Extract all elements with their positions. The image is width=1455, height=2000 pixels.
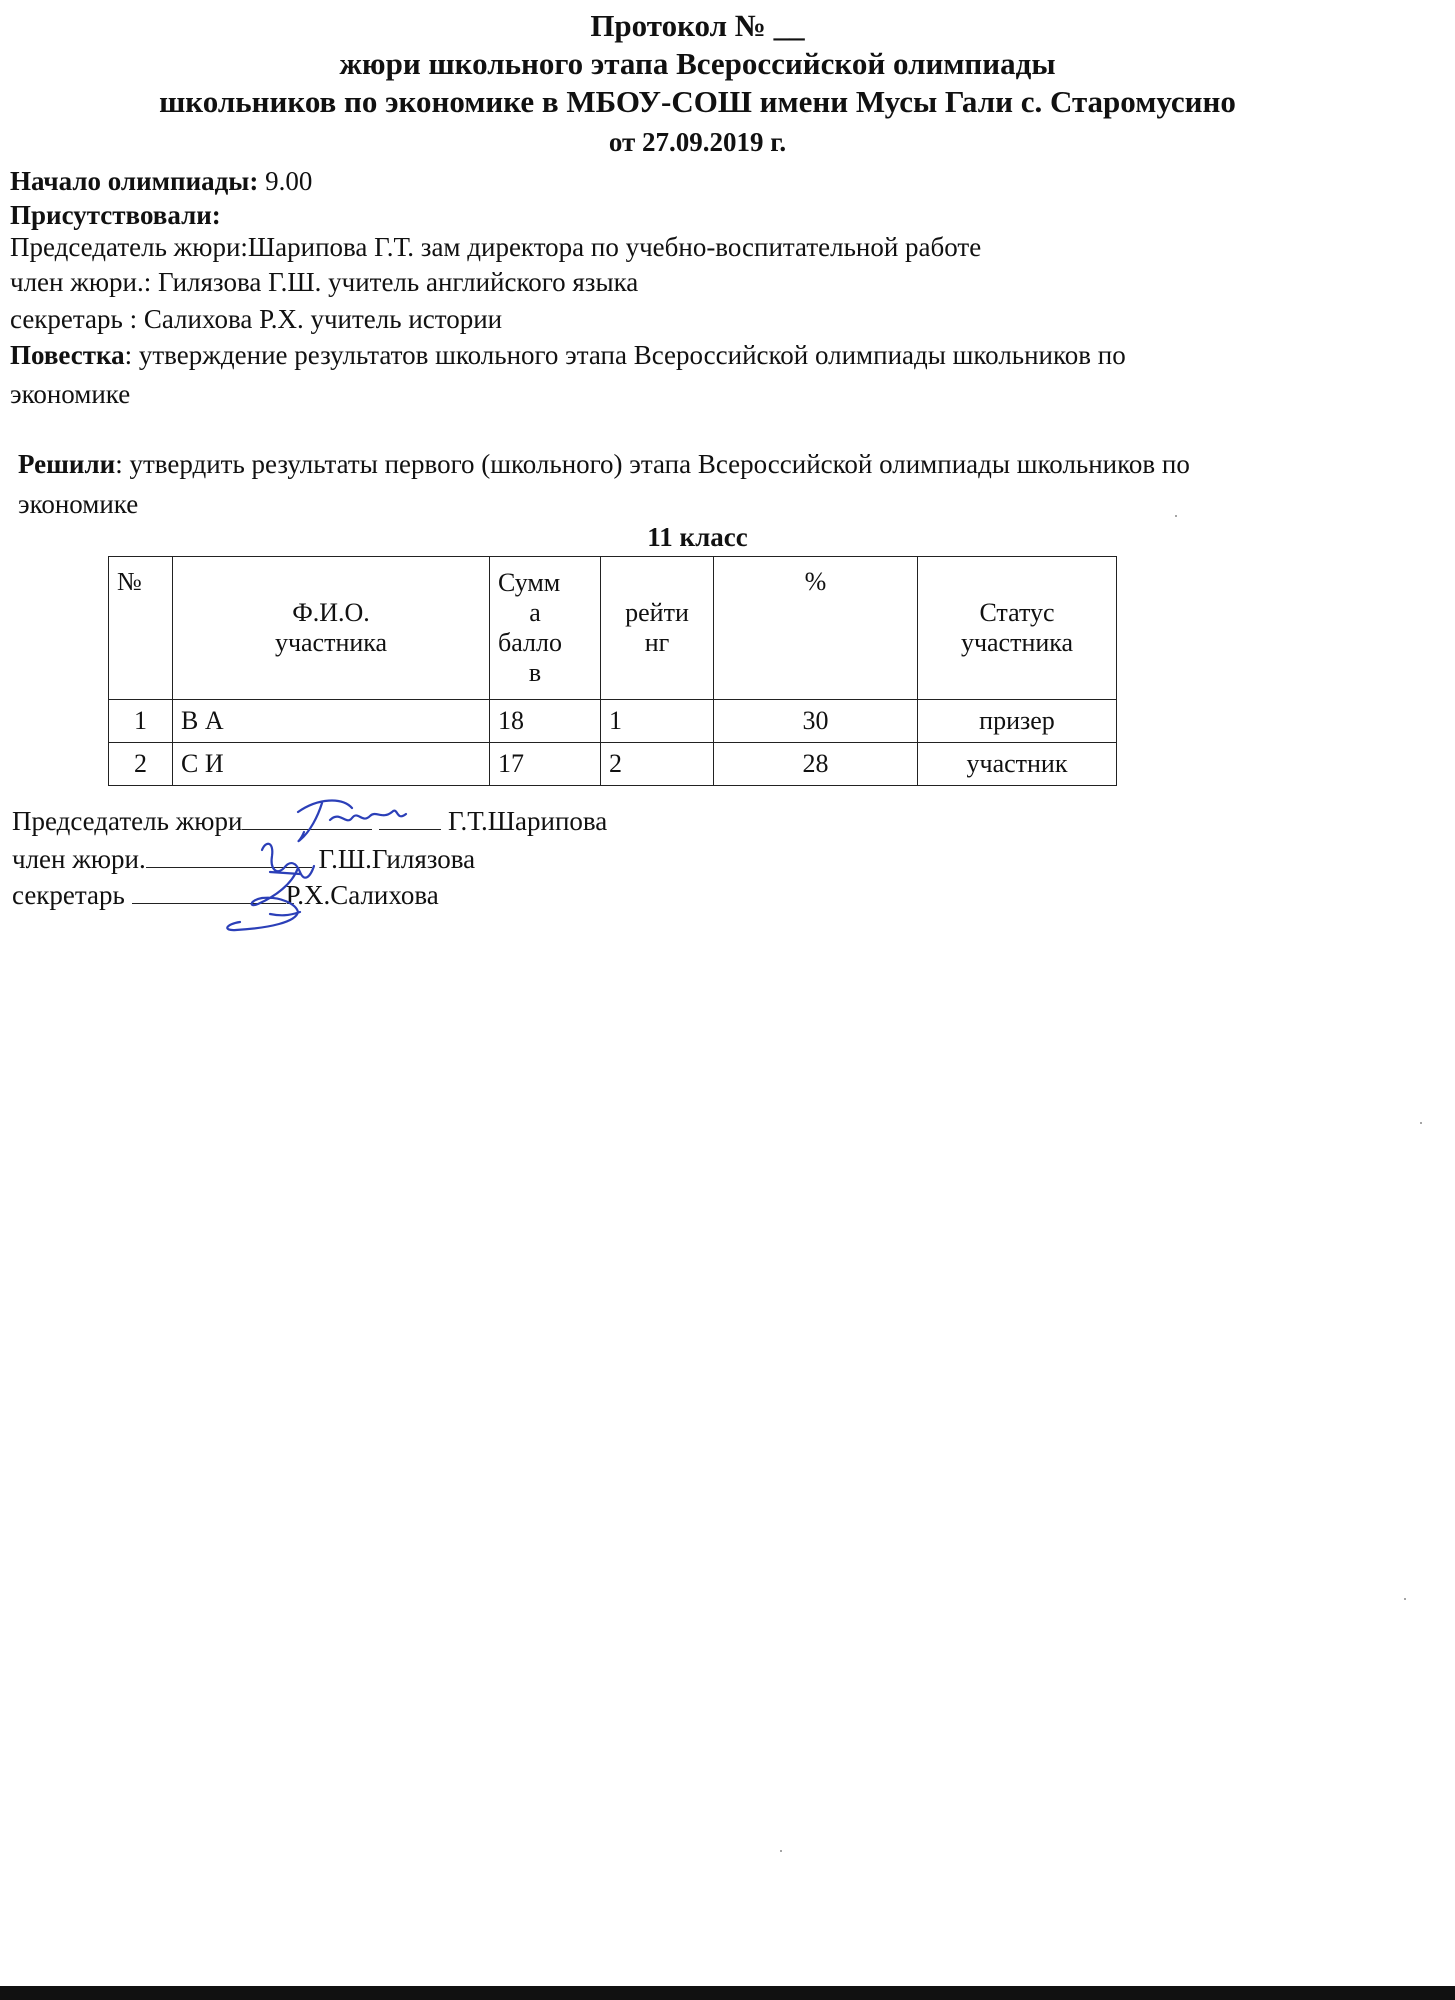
- results-table: [108, 556, 1117, 786]
- col-header-rank-line1: рейти: [625, 598, 689, 627]
- protocol-subtitle-line2: школьников по экономике в МБОУ-СОШ имени Мусы Гали с. Старомусино: [159, 84, 1236, 119]
- signature-member-label: член жюри.: [12, 844, 146, 874]
- col-header-rank: [601, 557, 714, 700]
- start-time-line: [10, 165, 312, 198]
- row-status: участник: [918, 743, 1117, 786]
- agenda-label: Повестка: [10, 340, 125, 370]
- col-header-percent: %: [714, 557, 918, 700]
- protocol-subtitle-line1: жюри школьного этапа Всероссийской олимпиады: [339, 46, 1056, 81]
- row-percent: 28: [714, 743, 918, 786]
- agenda-line: [10, 339, 1126, 372]
- scan-speck: [1420, 1122, 1422, 1124]
- col-header-status-line1: Статус: [979, 598, 1055, 627]
- row-rank: 1: [601, 700, 714, 743]
- row-number: 2: [109, 743, 173, 786]
- scan-speck: [1404, 1598, 1406, 1600]
- decision-label: Решили: [18, 449, 116, 479]
- col-header-name-line2: участника: [274, 628, 388, 657]
- col-header-status: [918, 557, 1117, 700]
- jury-chair-line: Председатель жюри:Шарипова Г.Т. зам директора по учебно-воспитательной работе: [10, 232, 982, 262]
- present-heading: Присутствовали:: [10, 200, 221, 230]
- signature-chair-line: [12, 805, 607, 838]
- table-row: [109, 743, 1117, 786]
- row-rank: 2: [601, 743, 714, 786]
- protocol-date: от 27.09.2019 г.: [608, 127, 787, 157]
- row-name: В А: [173, 700, 490, 743]
- scan-bottom-edge: [0, 1986, 1455, 2000]
- col-header-score: [490, 557, 601, 700]
- agenda-text: : утверждение результатов школьного этапа Всероссийской олимпиады школьников по: [124, 340, 1126, 370]
- signature-member-line: [12, 843, 475, 876]
- col-header-number: №: [109, 557, 173, 700]
- signature-secretary-label: секретарь: [12, 880, 125, 910]
- jury-secretary-line: секретарь : Салихова Р.Х. учитель истории: [10, 304, 503, 334]
- protocol-title: Протокол № __: [590, 8, 805, 43]
- row-name: С И: [173, 743, 490, 786]
- signature-secretary-blank: [132, 881, 286, 904]
- row-percent: 30: [714, 700, 918, 743]
- row-score: 17: [490, 743, 601, 786]
- signature-chair-name: Г.Т.Шарипова: [447, 806, 608, 836]
- scan-speck: [1175, 515, 1177, 517]
- class-heading: 11 класс: [647, 522, 748, 552]
- agenda-line-2: экономике: [10, 379, 131, 409]
- col-header-name: [173, 557, 490, 700]
- decision-line-2: экономике: [18, 489, 139, 519]
- signature-chair-blank: [242, 807, 372, 830]
- signature-secretary-name: Р.Х.Салихова: [285, 880, 439, 910]
- start-time-value: 9.00: [258, 166, 313, 196]
- col-header-name-line1: Ф.И.О.: [292, 598, 370, 627]
- decision-line: [18, 448, 1190, 481]
- row-score: 18: [490, 700, 601, 743]
- col-header-rank-line2: нг: [644, 628, 670, 657]
- col-header-score-line1: Сумм: [498, 568, 561, 597]
- signature-member-blank: [146, 845, 312, 868]
- col-header-score-line4: в: [528, 658, 542, 687]
- signature-chair-blank-2: [379, 807, 441, 830]
- decision-text: : утвердить результаты первого (школьного) этапа Всероссийской олимпиады школьников по: [115, 449, 1190, 479]
- signature-member-name: Г.Ш.Гилязова: [318, 844, 476, 874]
- row-status: призер: [918, 700, 1117, 743]
- row-number: 1: [109, 700, 173, 743]
- col-header-score-line2: а: [529, 598, 541, 627]
- start-time-label: Начало олимпиады:: [10, 166, 259, 196]
- signature-secretary-line: [12, 879, 439, 912]
- signature-chair-label: Председатель жюри: [12, 806, 243, 836]
- col-header-status-line2: участника: [960, 628, 1074, 657]
- jury-member-line: член жюри.: Гилязова Г.Ш. учитель английского языка: [10, 267, 639, 297]
- col-header-score-line3: балло: [498, 628, 562, 657]
- table-row: [109, 700, 1117, 743]
- table-header-row: [109, 557, 1117, 700]
- scan-speck: [780, 1850, 782, 1852]
